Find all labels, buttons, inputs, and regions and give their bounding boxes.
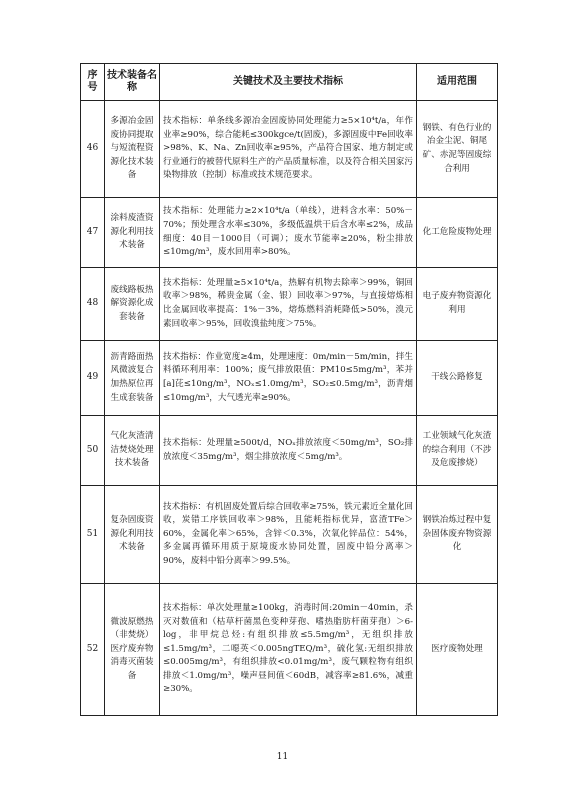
row-name: 涂料废渣资源化利用技术装备 [105, 198, 160, 268]
row-scope: 电子废弃物资源化利用 [417, 268, 498, 341]
page-number: 11 [276, 752, 289, 762]
row-spec: 技术指标：处理能力≥2×10⁴t/a（单线），进料含水率：50%－70%；预处理含水率≤30%，多级低温烘干后含水率≤2%，成品细度：40目－1000目（可调）；废水节能率≥20%，粉尘排放≤10mg/m³，废水回用率>80%。 [160, 198, 417, 268]
row-no: 51 [81, 486, 105, 584]
row-scope: 医疗废物处理 [417, 584, 498, 716]
table-row [81, 268, 498, 341]
row-name: 复杂固废资源化利用技术装备 [105, 486, 160, 584]
row-spec: 技术指标：处理量≥5×10⁴t/a，热解有机物去除率＞99%，铜回收率＞98%，稀贵金属（金、银）回收率＞97%，与直接熔炼相比金属回收率提高：1%－3%，熔炼燃料消耗降低>50%，溴元素回收率＞95%，回收溴盐纯度＞75%。 [160, 268, 417, 341]
row-no: 50 [81, 416, 105, 486]
row-spec: 技术指标：单次处理量≥100kg，消毒时间:20min－40min，杀灭对数值和（枯草杆菌黑色变种芽孢、嗜热脂肪杆菌芽孢）＞6-log，非甲烷总烃:有组织排放≤5.5mg/m³，无组织排放≤1.5mg/m³，二噁英＜0.005ngTEQ/m³，硫化氢:无组织排放≤0.005mg/m³，有组织排放<0.01mg/m³，废气颗粒物有组织排放＜1.0mg/m³，噪声昼间值＜60dB，减容率≥81.6%，减重≥30%。 [160, 584, 417, 716]
row-no: 47 [81, 198, 105, 268]
row-no: 48 [81, 268, 105, 341]
row-name: 沥青路面热风微波复合加热原位再生成套装备 [105, 341, 160, 416]
row-name: 废线路板热解资源化成套装备 [105, 268, 160, 341]
table-header-row [81, 64, 498, 101]
row-scope: 钢铁、有色行业的冶金尘泥、铜尾矿、赤泥等固废综合利用 [417, 101, 498, 198]
row-spec: 技术指标：作业宽度≥4m，处理速度：0m/min－5m/min，拌生料循环利用率：100%；废气排放限值：PM10≤5mg/m³，苯并[a]芘≤10ng/m³，NOₓ≤1.0mg/m³，SO₂≤0.5mg/m³，沥青烟≤10mg/m³，大气透光率≥90%。 [160, 341, 417, 416]
header-scope: 适用范围 [417, 64, 498, 101]
table-row [81, 584, 498, 716]
header-name: 技术装备名称 [105, 64, 160, 101]
row-name: 多源冶金固废协同提取与短流程资源化技术装备 [105, 101, 160, 198]
row-spec: 技术指标：处理量≥500t/d，NOₓ排放浓度＜50mg/m³，SO₂排放浓度＜35mg/m³，烟尘排放浓度＜5mg/m³。 [160, 416, 417, 486]
row-scope: 化工危险废物处理 [417, 198, 498, 268]
table-row [81, 101, 498, 198]
row-no: 52 [81, 584, 105, 716]
header-no: 序号 [81, 64, 105, 101]
row-scope: 工业领域气化灰渣的综合利用（不涉及危废掺烧） [417, 416, 498, 486]
row-spec: 技术指标：单条线多源冶金固废协同处理能力≥5×10⁴t/a，年作业率≥90%，综合能耗≤300kgce/t(固废)，多源固废中Fe回收率>98%、K、Na、Zn回收率≥95%，产品符合国家、地方制定或行业通行的被替代原料生产的产品质量标准，以及符合相关国家污染物排放（控制）标准或技术规范要求。 [160, 101, 417, 198]
row-no: 49 [81, 341, 105, 416]
row-scope: 干线公路修复 [417, 341, 498, 416]
row-scope: 钢铁冶炼过程中复杂固体废弃物资源化 [417, 486, 498, 584]
row-name: 气化灰渣清洁焚烧处理技术装备 [105, 416, 160, 486]
row-spec: 技术指标：有机固废处置后综合回收率≥75%，铁元素近全量化回收，炭错工序铁回收率＞98%，且能耗指标优异，富渣TFe＞60%，金属化率＞65%，含锌＜0.3%，次氧化锌品位：54%，多金属再循环用质于原境废水协同处置，固废中铅分离率＞90%，废料中铅分离率＞99.5%。 [160, 486, 417, 584]
header-spec: 关键技术及主要技术指标 [160, 64, 417, 101]
row-no: 46 [81, 101, 105, 198]
table-row [81, 416, 498, 486]
table-row [81, 486, 498, 584]
equipment-table [80, 63, 498, 716]
row-name: 微波原燃热（非焚烧）医疗废弃物消毒灭菌装备 [105, 584, 160, 716]
table-row [81, 198, 498, 268]
table-row [81, 341, 498, 416]
